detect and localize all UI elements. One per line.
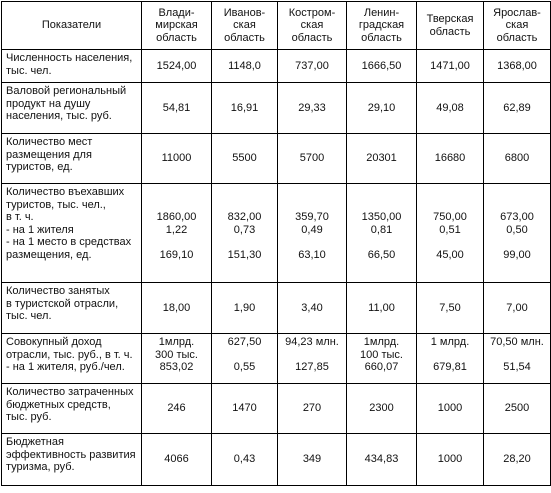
table-row-accommodation xyxy=(2,134,551,184)
cell-tver: 1000 xyxy=(417,384,484,434)
row-label: Бюджетная эффективность развития туризма, руб. xyxy=(2,434,142,486)
cell-leningrad: 434,83 xyxy=(347,434,417,486)
cell-tver: 16680 xyxy=(417,134,484,184)
cell-kostroma: 359,70 0,49 63,10 xyxy=(278,184,347,283)
cell-tver: 49,08 xyxy=(417,83,484,134)
cell-vladimir: 54,81 xyxy=(142,83,212,134)
cell-kostroma: 737,00 xyxy=(278,50,347,83)
table-row-grp xyxy=(2,83,551,134)
cell-ivanovo: 832,00 0,73 151,30 xyxy=(212,184,278,283)
table-row-employed xyxy=(2,283,551,334)
cell-yaroslavl: 62,89 xyxy=(484,83,551,134)
header-yaroslavl: Ярослав- ская область xyxy=(484,2,551,50)
cell-ivanovo: 5500 xyxy=(212,134,278,184)
cell-yaroslavl: 673,00 0,50 99,00 xyxy=(484,184,551,283)
cell-vladimir: 1524,00 xyxy=(142,50,212,83)
cell-yaroslavl: 1368,00 xyxy=(484,50,551,83)
table-row-efficiency xyxy=(2,434,551,486)
cell-ivanovo: 1470 xyxy=(212,384,278,434)
cell-tver: 750,00 0,51 45,00 xyxy=(417,184,484,283)
cell-leningrad: 20301 xyxy=(347,134,417,184)
cell-kostroma: 94,23 млн. 127,85 xyxy=(278,334,347,384)
table-row-income xyxy=(2,334,551,384)
cell-kostroma: 270 xyxy=(278,384,347,434)
cell-yaroslavl: 2500 xyxy=(484,384,551,434)
row-label: Количество мест размещения для туристов, ед. xyxy=(2,134,142,184)
cell-vladimir: 18,00 xyxy=(142,283,212,334)
cell-vladimir: 1860,00 1,22 169,10 xyxy=(142,184,212,283)
header-ivanovo: Иванов- ская область xyxy=(212,2,278,50)
row-label: Численность населения, тыс. чел. xyxy=(2,50,142,83)
table-row-budget xyxy=(2,384,551,434)
cell-ivanovo: 0,43 xyxy=(212,434,278,486)
row-label: Валовой региональный продукт на душу населения, тыс. руб. xyxy=(2,83,142,134)
cell-vladimir: 4066 xyxy=(142,434,212,486)
table-row-population xyxy=(2,50,551,83)
row-label: Количество занятых в туристской отрасли, тыс. чел. xyxy=(2,283,142,334)
cell-vladimir: 1млрд. 300 тыс. 853,02 xyxy=(142,334,212,384)
header-row xyxy=(2,2,551,50)
header-leningrad: Ленин- градская область xyxy=(347,2,417,50)
cell-yaroslavl: 6800 xyxy=(484,134,551,184)
header-kostroma: Костром- ская область xyxy=(278,2,347,50)
cell-vladimir: 246 xyxy=(142,384,212,434)
cell-tver: 1000 xyxy=(417,434,484,486)
cell-ivanovo: 627,50 0,55 xyxy=(212,334,278,384)
cell-ivanovo: 16,91 xyxy=(212,83,278,134)
cell-leningrad: 1350,00 0,81 66,50 xyxy=(347,184,417,283)
cell-leningrad: 1млрд. 100 тыс. 660,07 xyxy=(347,334,417,384)
cell-tver: 1471,00 xyxy=(417,50,484,83)
cell-vladimir: 11000 xyxy=(142,134,212,184)
row-label: Количество затраченных бюджетных средств, тыс. руб. xyxy=(2,384,142,434)
cell-yaroslavl: 7,00 xyxy=(484,283,551,334)
row-label: Количество въехавших туристов, тыс. чел., в т. ч. - на 1 жителя - на 1 место в средствах размещения, ед. xyxy=(2,184,142,283)
cell-tver: 7,50 xyxy=(417,283,484,334)
cell-ivanovo: 1,90 xyxy=(212,283,278,334)
header-tver: Тверская область xyxy=(417,2,484,50)
cell-leningrad: 11,00 xyxy=(347,283,417,334)
cell-leningrad: 2300 xyxy=(347,384,417,434)
cell-yaroslavl: 70,50 млн. 51,54 xyxy=(484,334,551,384)
cell-kostroma: 5700 xyxy=(278,134,347,184)
header-vladimir: Влади- мирская область xyxy=(142,2,212,50)
cell-kostroma: 29,33 xyxy=(278,83,347,134)
cell-kostroma: 349 xyxy=(278,434,347,486)
cell-kostroma: 3,40 xyxy=(278,283,347,334)
cell-leningrad: 1666,50 xyxy=(347,50,417,83)
header-indicator: Показатели xyxy=(2,2,142,50)
cell-tver: 1 млрд. 679,81 xyxy=(417,334,484,384)
cell-yaroslavl: 28,20 xyxy=(484,434,551,486)
row-label: Совокупный доход отрасли, тыс. руб., в т. ч. - на 1 жителя, руб./чел. xyxy=(2,334,142,384)
tourism-indicators-table xyxy=(1,1,551,486)
table-row-tourists xyxy=(2,184,551,283)
cell-leningrad: 29,10 xyxy=(347,83,417,134)
cell-ivanovo: 1148,0 xyxy=(212,50,278,83)
